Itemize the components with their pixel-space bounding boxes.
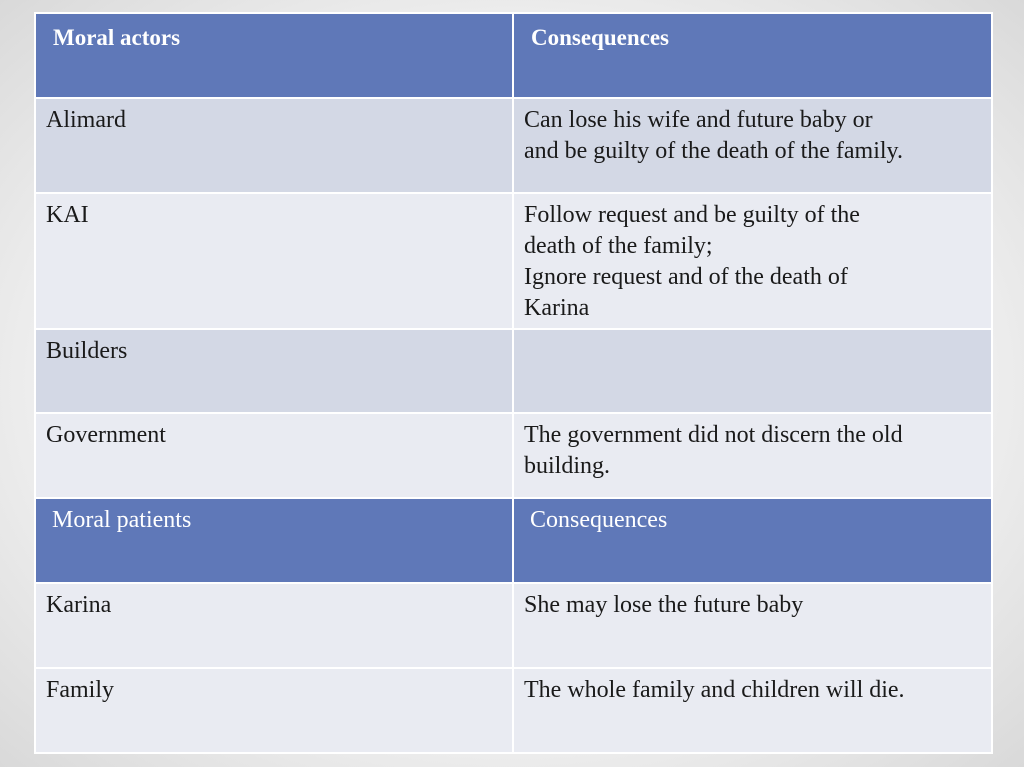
actor-cell: Government [35,413,513,498]
consequence-cell [513,413,992,498]
header-cell-moral-actors: Moral actors [35,13,513,98]
table-row [35,413,992,498]
consequence-cell [513,583,992,668]
table-row [35,329,992,413]
actor-cell: KAI [35,193,513,329]
consequence-cell [513,193,992,329]
header-cell-moral-patients: Moral patients [35,498,513,583]
header-cell-consequences: Consequences [513,498,992,583]
consequence-line: death of the family; [524,233,713,259]
consequence-cell [513,668,992,753]
table-row [35,193,992,329]
moral-analysis-table [34,12,993,754]
patient-cell: Family [35,668,513,753]
table-row [35,668,992,753]
table-row [35,583,992,668]
consequence-cell [513,98,992,193]
consequence-line: and be guilty of the death of the family. [524,138,903,164]
header-row-moral-patients [35,498,992,583]
consequence-line: The government did not discern the old [524,422,903,448]
actor-cell: Alimard [35,98,513,193]
consequence-line: Can lose his wife and future baby or [524,107,873,133]
patient-cell: Karina [35,583,513,668]
consequence-line: The whole family and children will die. [524,677,905,703]
actor-cell: Builders [35,329,513,413]
consequence-line: Karina [524,295,590,321]
header-row-moral-actors [35,13,992,98]
header-cell-consequences: Consequences [513,13,992,98]
consequence-line: Follow request and be guilty of the [524,202,860,228]
consequence-line: building. [524,453,611,479]
consequence-cell-empty [513,329,992,413]
consequence-line: She may lose the future baby [524,592,804,618]
table-row [35,98,992,193]
consequence-line: Ignore request and of the death of [524,264,848,290]
